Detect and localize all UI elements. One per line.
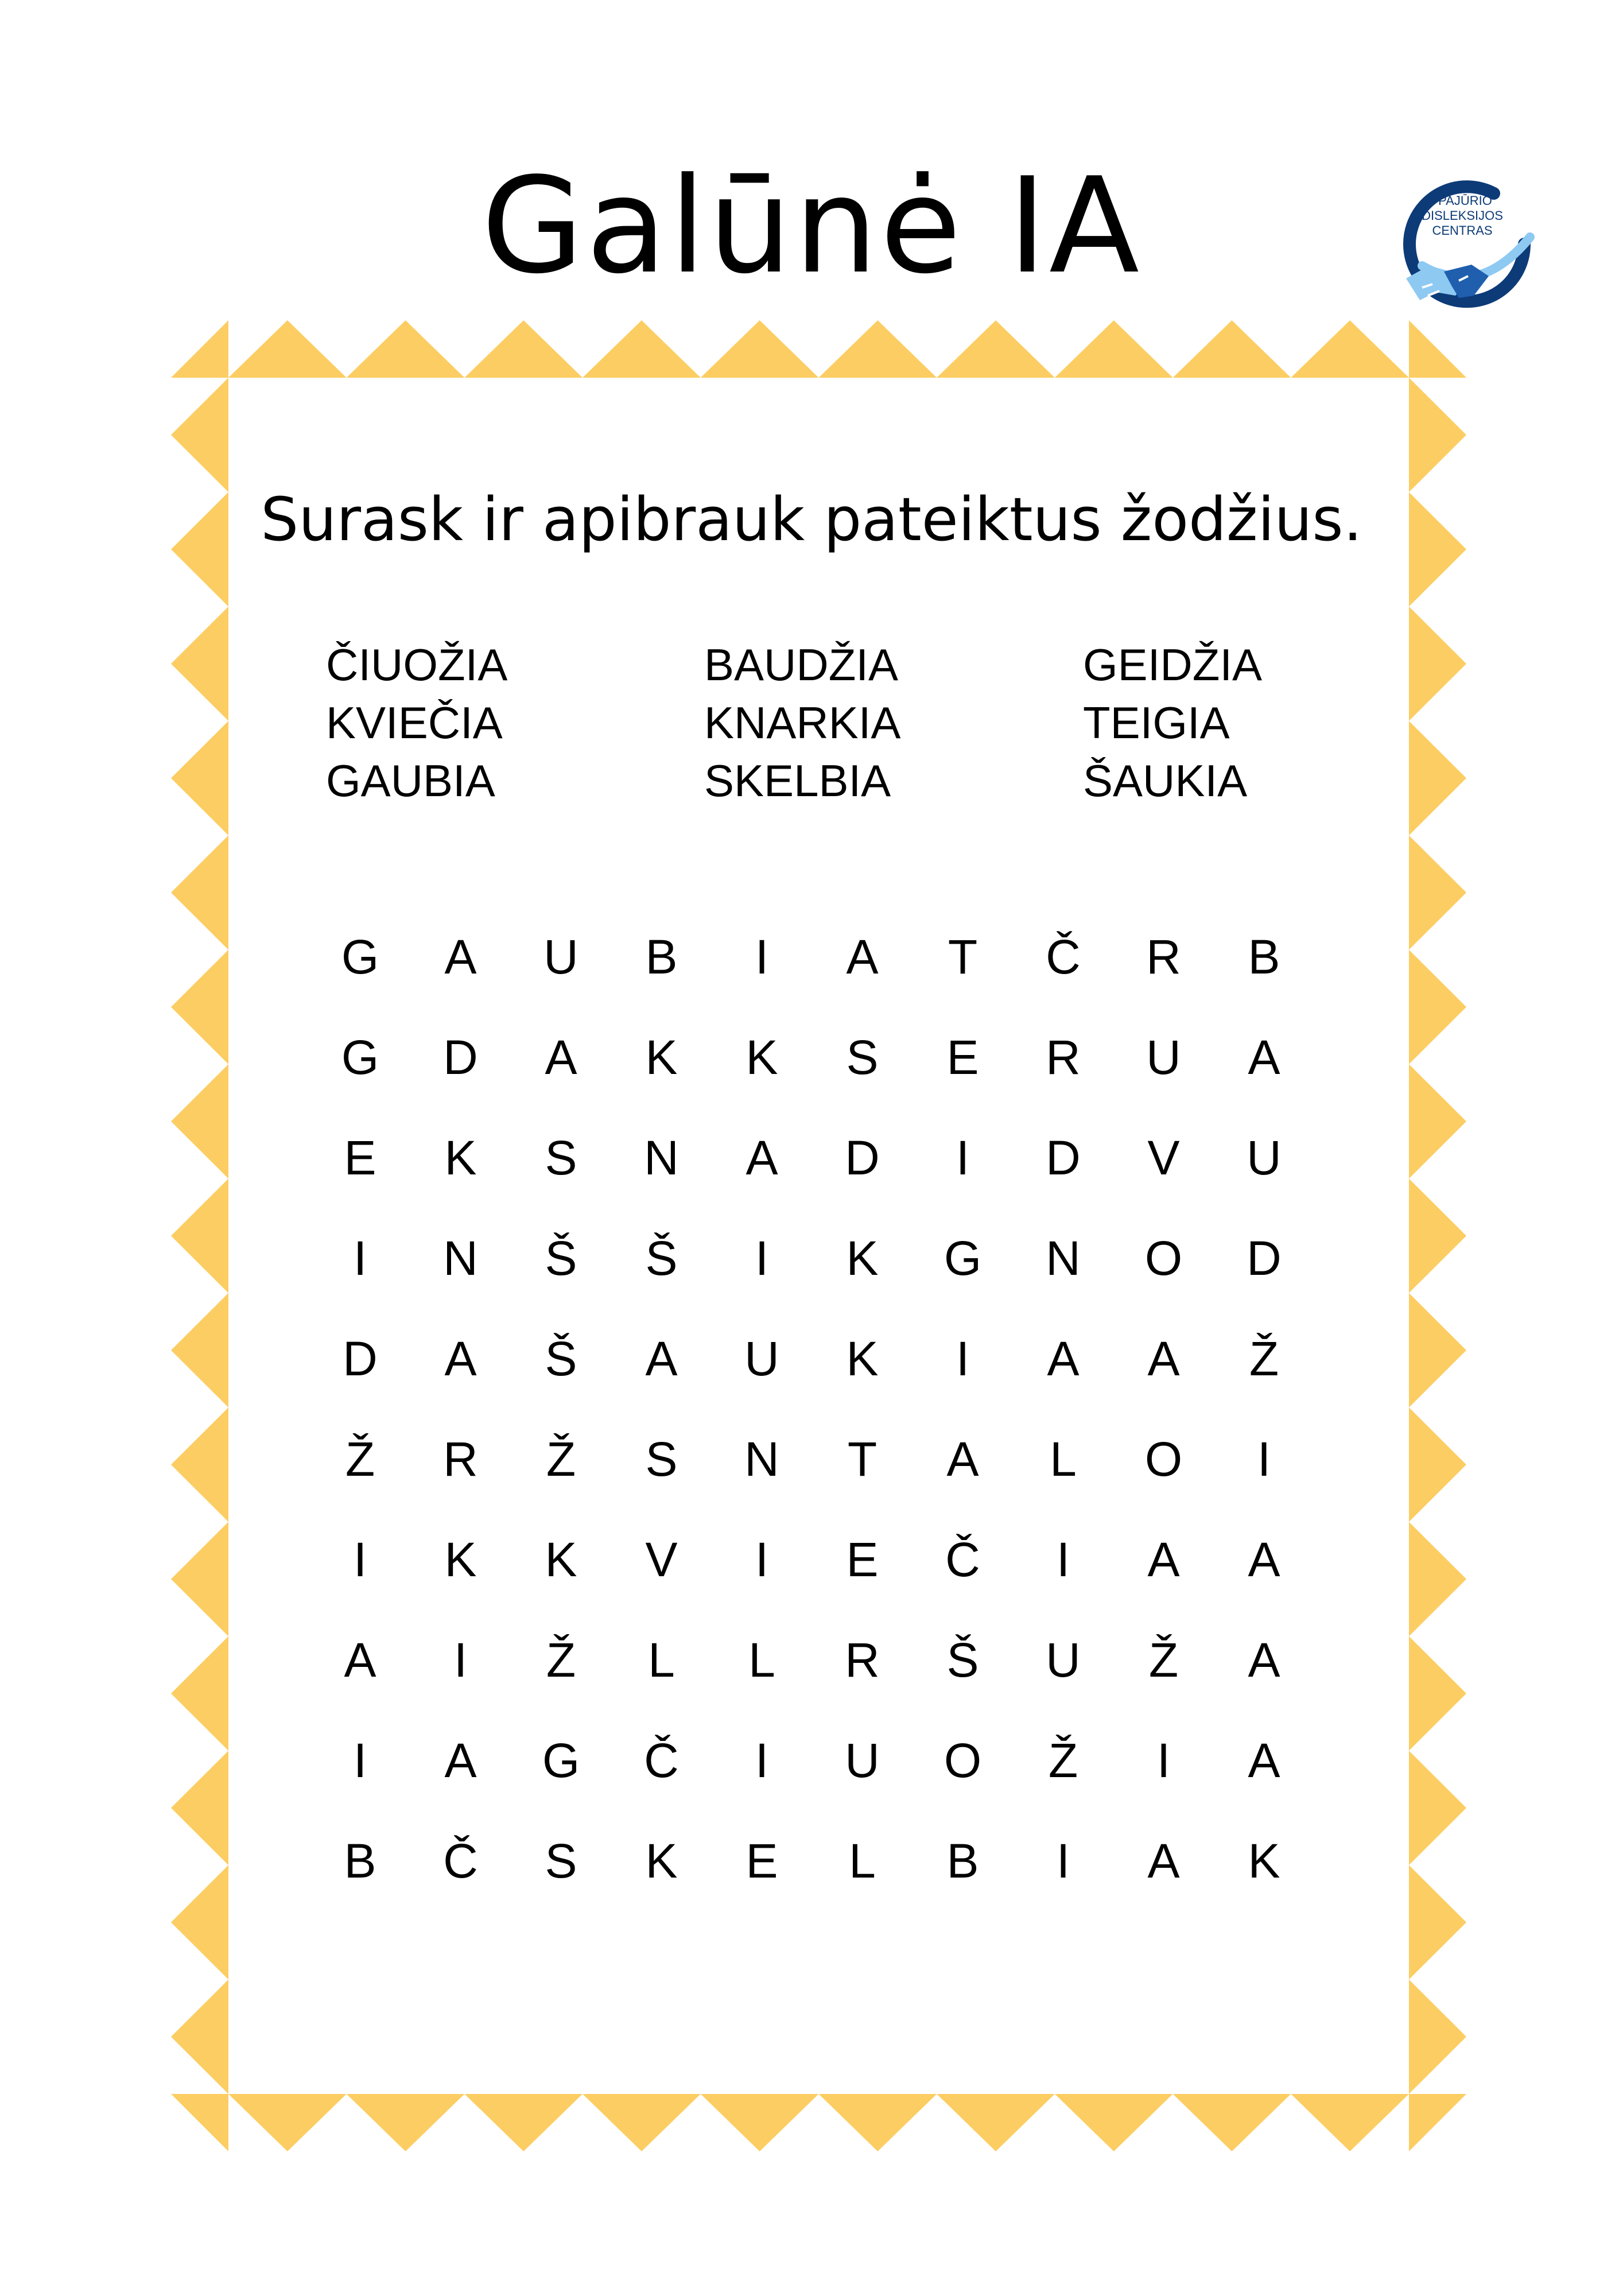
frame-triangle: [171, 1751, 228, 1865]
grid-letter[interactable]: D: [1046, 1131, 1081, 1185]
word-list-item: TEIGIA: [1083, 697, 1230, 748]
grid-letter[interactable]: A: [1147, 1834, 1180, 1888]
grid-letter[interactable]: U: [1046, 1633, 1081, 1687]
grid-letter[interactable]: N: [744, 1432, 779, 1486]
grid-letter[interactable]: I: [1056, 1533, 1070, 1587]
page-title: Galūnė IA: [481, 150, 1142, 303]
frame-triangle: [1409, 2094, 1466, 2151]
grid-letter[interactable]: U: [1146, 1030, 1181, 1084]
frame-triangle: [819, 2094, 937, 2151]
frame-triangle: [171, 721, 228, 835]
grid-letter[interactable]: R: [1046, 1030, 1081, 1084]
frame-triangle: [1291, 320, 1409, 378]
grid-letter[interactable]: D: [343, 1332, 378, 1386]
grid-letter[interactable]: S: [846, 1030, 879, 1084]
frame-triangle: [228, 2094, 347, 2151]
grid-letter[interactable]: S: [545, 1834, 577, 1888]
word-list-item: KVIEČIA: [326, 697, 503, 748]
grid-letter[interactable]: Č: [644, 1733, 679, 1787]
frame-triangle: [1173, 2094, 1291, 2151]
frame-triangle: [1055, 2094, 1173, 2151]
grid-letter[interactable]: G: [341, 930, 379, 984]
frame-triangle: [819, 320, 937, 378]
grid-letter[interactable]: O: [943, 1733, 982, 1787]
grid-letter[interactable]: A: [1248, 1733, 1280, 1787]
frame-triangle: [171, 320, 228, 378]
grid-letter[interactable]: D: [845, 1131, 880, 1185]
grid-letter[interactable]: G: [542, 1733, 580, 1787]
grid-letter[interactable]: Š: [946, 1633, 979, 1687]
grid-letter[interactable]: U: [845, 1733, 880, 1787]
grid-letter[interactable]: I: [1257, 1432, 1271, 1486]
logo: [1388, 164, 1537, 313]
grid-letter[interactable]: N: [443, 1231, 478, 1285]
grid-letter[interactable]: A: [444, 930, 477, 984]
frame-triangle: [1409, 1751, 1466, 1865]
word-column-2: [704, 636, 1106, 810]
word-list-item: BAUDŽIA: [704, 639, 899, 690]
grid-letter[interactable]: A: [444, 1733, 477, 1787]
grid-letter[interactable]: K: [444, 1533, 477, 1587]
frame-triangle: [1409, 320, 1466, 378]
grid-letter[interactable]: E: [946, 1030, 979, 1084]
grid-letter[interactable]: A: [846, 930, 879, 984]
frame-triangle: [171, 1064, 228, 1178]
word-list-item: SKELBIA: [704, 755, 891, 806]
grid-letter[interactable]: L: [648, 1633, 675, 1687]
grid-letter[interactable]: B: [946, 1834, 979, 1888]
frame-triangle: [347, 320, 465, 378]
grid-letter[interactable]: Ž: [1148, 1633, 1179, 1687]
grid-letter[interactable]: N: [1046, 1231, 1081, 1285]
grid-letter[interactable]: K: [645, 1834, 678, 1888]
frame-triangle: [701, 320, 819, 378]
grid-letter[interactable]: L: [849, 1834, 876, 1888]
frame-triangle: [171, 1178, 228, 1293]
logo-text-line-3: CENTRAS: [1432, 223, 1493, 238]
grid-letter[interactable]: D: [443, 1030, 478, 1084]
grid-letter[interactable]: T: [948, 930, 978, 984]
grid-letter[interactable]: K: [545, 1533, 577, 1587]
grid-letter[interactable]: T: [847, 1432, 877, 1486]
grid-letter[interactable]: K: [444, 1131, 477, 1185]
word-column-3: [1083, 636, 1485, 810]
grid-letter[interactable]: I: [755, 930, 769, 984]
frame-triangle: [171, 1980, 228, 2094]
grid-letter[interactable]: I: [956, 1332, 970, 1386]
grid-letter[interactable]: A: [1047, 1332, 1080, 1386]
frame-triangle: [1409, 1980, 1466, 2094]
grid-letter[interactable]: Ž: [1048, 1733, 1078, 1787]
grid-letter[interactable]: A: [344, 1633, 376, 1687]
grid-letter[interactable]: I: [956, 1131, 970, 1185]
grid-letter[interactable]: Š: [645, 1231, 678, 1285]
frame-triangle: [1291, 2094, 1409, 2151]
grid-letter[interactable]: B: [645, 930, 678, 984]
frame-triangle: [1409, 1636, 1466, 1751]
grid-letter[interactable]: I: [755, 1733, 769, 1787]
frame-triangle: [1409, 835, 1466, 949]
frame-triangle: [171, 2094, 228, 2151]
word-column-1: [326, 636, 728, 810]
frame-triangle: [1409, 378, 1466, 492]
frame-triangle: [937, 2094, 1055, 2151]
frame-triangle: [228, 320, 347, 378]
grid-letter[interactable]: U: [744, 1332, 779, 1386]
grid-letter[interactable]: A: [1248, 1030, 1280, 1084]
instruction-text: Surask ir apibrauk pateiktus žodžius.: [261, 484, 1362, 554]
frame-triangle: [171, 1522, 228, 1636]
grid-letter[interactable]: N: [644, 1131, 679, 1185]
grid-letter[interactable]: K: [846, 1231, 879, 1285]
grid-letter[interactable]: I: [353, 1533, 367, 1587]
grid-letter[interactable]: I: [755, 1533, 769, 1587]
grid-letter[interactable]: B: [1248, 930, 1280, 984]
grid-letter[interactable]: A: [1248, 1533, 1280, 1587]
grid-letter[interactable]: O: [1144, 1432, 1183, 1486]
grid-letter[interactable]: G: [341, 1030, 379, 1084]
word-list-item: KNARKIA: [704, 697, 901, 748]
frame-triangle: [1409, 1522, 1466, 1636]
grid-letter[interactable]: A: [545, 1030, 577, 1084]
grid-letter[interactable]: I: [353, 1231, 367, 1285]
grid-letter[interactable]: Ž: [345, 1432, 375, 1486]
word-list-item: GEIDŽIA: [1083, 639, 1263, 690]
frame-triangle: [1409, 1293, 1466, 1407]
frame-triangle: [171, 835, 228, 949]
frame-triangle: [171, 1636, 228, 1751]
grid-letter[interactable]: Č: [443, 1834, 478, 1888]
grid-letter[interactable]: E: [344, 1131, 376, 1185]
grid-letter[interactable]: R: [443, 1432, 478, 1486]
grid-letter[interactable]: U: [543, 930, 578, 984]
grid-letter[interactable]: I: [353, 1733, 367, 1787]
word-list-item: ČIUOŽIA: [326, 639, 508, 690]
word-list-item: GAUBIA: [326, 755, 495, 806]
grid-letter[interactable]: I: [1056, 1834, 1070, 1888]
frame-triangle: [171, 950, 228, 1064]
grid-letter[interactable]: A: [746, 1131, 778, 1185]
grid-letter[interactable]: A: [1147, 1332, 1180, 1386]
logo-text-line-2: DISLEKSIJOS: [1422, 208, 1503, 223]
letter-grid: [310, 907, 1314, 1911]
frame-triangle: [1409, 1407, 1466, 1522]
grid-letter[interactable]: A: [1248, 1633, 1280, 1687]
grid-letter[interactable]: E: [846, 1533, 879, 1587]
grid-letter[interactable]: Ž: [546, 1633, 576, 1687]
grid-letter[interactable]: Š: [545, 1332, 577, 1386]
frame-triangle: [1173, 320, 1291, 378]
grid-letter[interactable]: E: [746, 1834, 778, 1888]
frame-triangle: [583, 2094, 701, 2151]
grid-letter[interactable]: K: [645, 1030, 678, 1084]
grid-letter[interactable]: L: [748, 1633, 775, 1687]
frame-triangle: [583, 320, 701, 378]
frame-triangle: [464, 2094, 583, 2151]
grid-letter[interactable]: V: [645, 1533, 678, 1587]
grid-letter[interactable]: Ž: [546, 1432, 576, 1486]
frame-triangle: [701, 2094, 819, 2151]
grid-letter[interactable]: A: [645, 1332, 678, 1386]
grid-letter[interactable]: A: [1147, 1533, 1180, 1587]
grid-letter[interactable]: Š: [545, 1231, 577, 1285]
grid-letter[interactable]: K: [846, 1332, 879, 1386]
grid-letter[interactable]: R: [845, 1633, 880, 1687]
grid-letter[interactable]: V: [1147, 1131, 1180, 1185]
frame-triangle: [1409, 1064, 1466, 1178]
grid-letter[interactable]: A: [444, 1332, 477, 1386]
grid-letter[interactable]: I: [1156, 1733, 1171, 1787]
frame-triangle: [1409, 1178, 1466, 1293]
grid-letter[interactable]: O: [1144, 1231, 1183, 1285]
grid-letter[interactable]: I: [453, 1633, 468, 1687]
frame-triangle: [1055, 320, 1173, 378]
word-list-item: ŠAUKIA: [1083, 755, 1248, 806]
frame-triangle: [464, 320, 583, 378]
grid-letter[interactable]: K: [746, 1030, 778, 1084]
grid-letter[interactable]: S: [645, 1432, 678, 1486]
frame-triangle: [171, 1407, 228, 1522]
grid-letter[interactable]: Č: [945, 1533, 980, 1587]
frame-triangle: [171, 378, 228, 492]
grid-letter[interactable]: Ž: [1249, 1332, 1279, 1386]
grid-letter[interactable]: B: [344, 1834, 376, 1888]
grid-letter[interactable]: K: [1248, 1834, 1280, 1888]
frame-triangle: [171, 607, 228, 721]
grid-letter[interactable]: A: [946, 1432, 979, 1486]
frame-triangle: [1409, 950, 1466, 1064]
grid-letter[interactable]: D: [1247, 1231, 1282, 1285]
logo-text-line-1: PAJŪRIO: [1438, 193, 1492, 208]
frame-triangle: [171, 1293, 228, 1407]
grid-letter[interactable]: R: [1146, 930, 1181, 984]
grid-letter[interactable]: G: [943, 1231, 982, 1285]
frame-triangle: [937, 320, 1055, 378]
grid-letter[interactable]: U: [1247, 1131, 1282, 1185]
frame-triangle: [171, 1865, 228, 1979]
frame-triangle: [1409, 1865, 1466, 1979]
grid-letter[interactable]: L: [1050, 1432, 1077, 1486]
grid-letter[interactable]: I: [755, 1231, 769, 1285]
frame-triangle: [347, 2094, 465, 2151]
grid-letter[interactable]: Č: [1046, 930, 1081, 984]
grid-letter[interactable]: S: [545, 1131, 577, 1185]
